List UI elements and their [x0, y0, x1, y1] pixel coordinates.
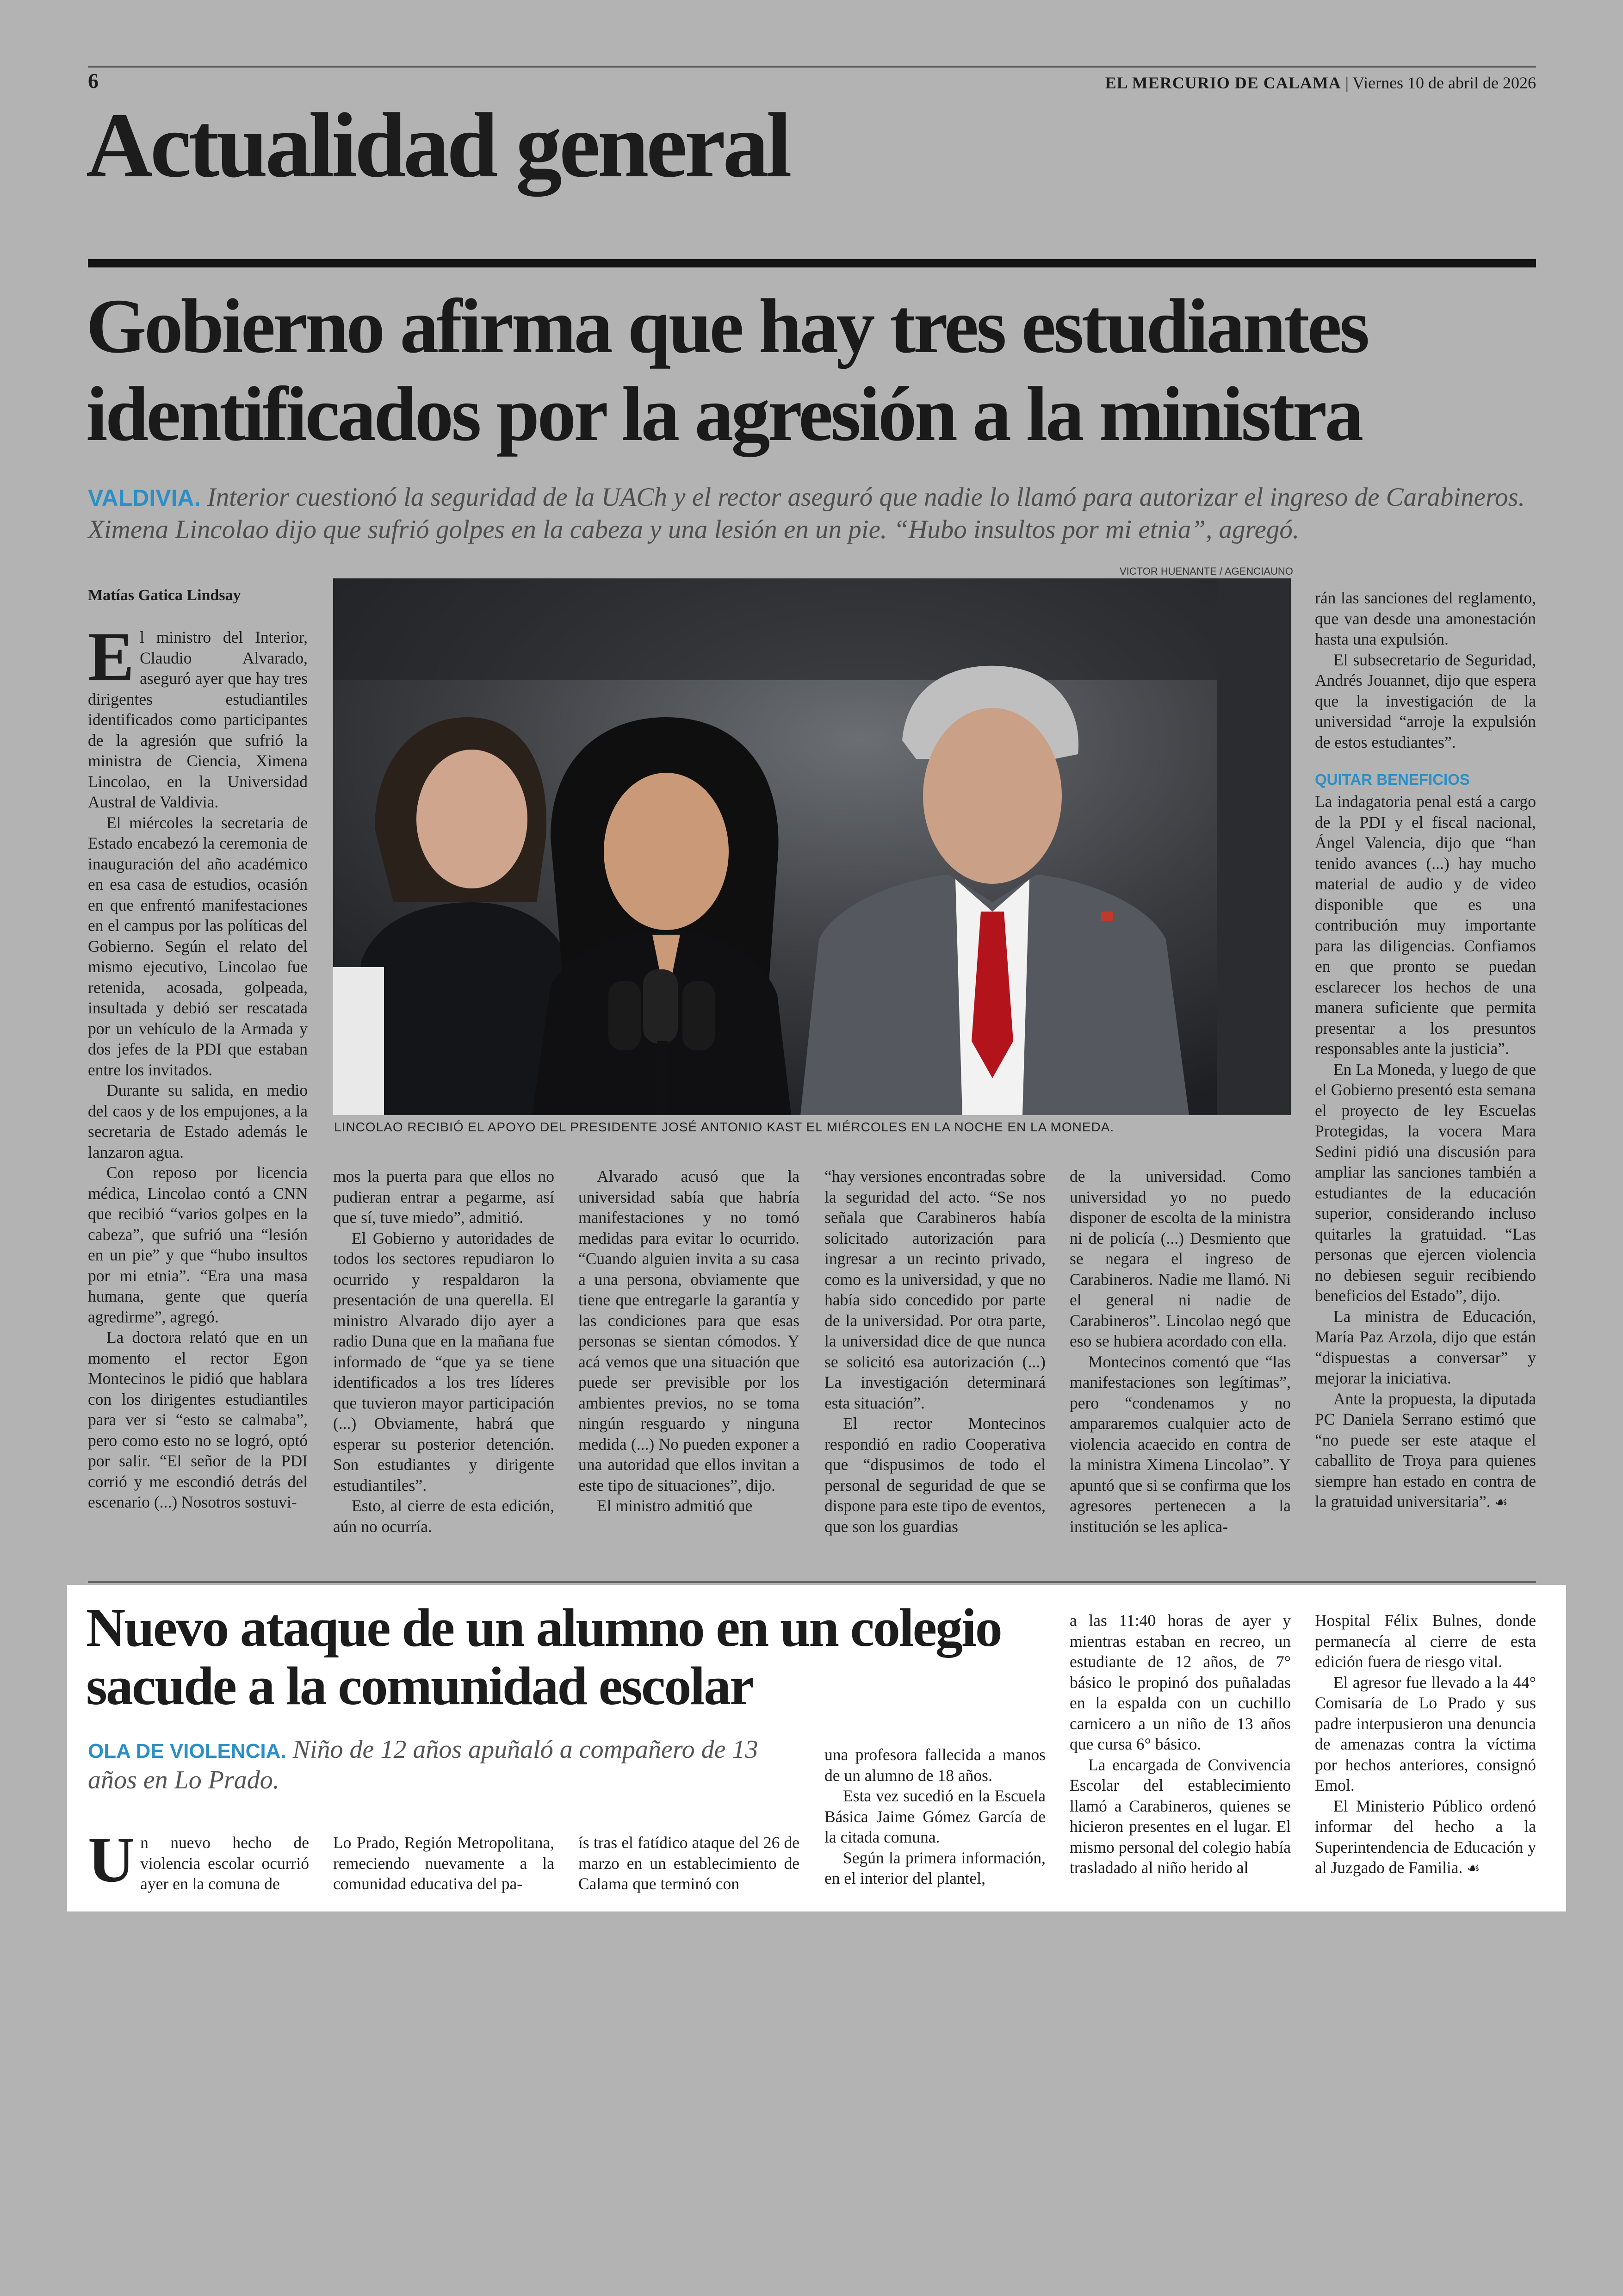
drop-cap: E — [88, 618, 135, 695]
article2-column-1 — [88, 1824, 309, 1896]
subheading: QUITAR BENEFICIOS — [1315, 771, 1470, 788]
paragraph: La indagatoria penal está a cargo de la PDI y el fiscal nacional, Ángel Valencia, dijo que “han tenido avances (...) hay mucho material de audio y de video disponible que es una contribución muy importante para las diligencias. Confiamos en que pronto se puedan esclarecer los hechos de una manera suficiente que permita presentar a los presuntos responsables ante la justicia”. — [1315, 792, 1536, 1058]
article2-column-6 — [1315, 1610, 1536, 1879]
paragraph: una profesora fallecida a manos de un alumno de 18 años. — [824, 1745, 1046, 1785]
publication-name: EL MERCURIO DE CALAMA — [1105, 74, 1341, 92]
paragraph: Esta vez sucedió en la Escuela Básica Jaime Gómez García de la citada comuna. — [824, 1787, 1046, 1846]
section-rule — [88, 259, 1536, 267]
deck-text: Niño de 12 años apuñaló a compañero de 13 años en Lo Prado. — [88, 1735, 758, 1794]
drop-cap: U — [88, 1824, 135, 1896]
paragraph: de la universidad. Como universidad yo no puedo disponer de escolta de la ministra ni de policía (...) Desmiento que se negara el ingreso de Carabineros. Nadie me llamó. Ni el general ni nadie de Carabineros”. Lincolao negó que eso se hubiera acordado con ella. — [1070, 1167, 1291, 1350]
paragraph — [88, 618, 308, 813]
paragraph: En La Moneda, y luego de que el Gobierno presentó esta semana el proyecto de ley Escuelas Protegidas, la vocera Mara Sedini pidió una discusión para ampliar las sanciones también a estudiantes de la educación superior, considerando incluso quitarles la gratuidad. “Las personas que ejercen violencia no debiesen seguir recibiendo beneficios del Estado”, dijo. — [1315, 1060, 1536, 1305]
paragraph-text: l ministro del Interior, Claudio Alvarado, aseguró ayer que hay tres dirigentes estudiantiles identificados como participantes de la agresión que sufrió la ministra de Ciencia, Ximena Lincolao, en la Universidad Austral de Valdivia. — [88, 628, 308, 811]
paragraph: El Gobierno y autoridades de todos los sectores repudiaron lo ocurrido y respaldaron la presentación de una querella. El ministro Alvarado dijo ayer a radio Duna que en la mañana fue informado de “que ya se tiene identificados a los tres líderes que tuvieron mayor participación (...) Obviamente, habrá que esperar su posterior detención. Son estudiantes y dirigente estudiantiles”. — [333, 1229, 554, 1495]
paragraph-text: n nuevo hecho de violencia escolar ocurrió ayer en la comuna de — [140, 1833, 309, 1893]
masthead — [1105, 73, 1536, 93]
article1-column-4 — [824, 1166, 1046, 1537]
top-rule — [88, 66, 1536, 68]
photo-illustration — [333, 578, 1291, 1115]
section-title: Actualidad general — [86, 94, 789, 197]
paragraph: Hospital Félix Bulnes, donde permanecía al cierre de esta edición fuera de riesgo vital. — [1315, 1611, 1536, 1671]
paragraph: El agresor fue llevado a la 44° Comisaría de Lo Prado y sus padre interpusieron una denuncia de amenazas contra la víctima por hechos anteriores, consignó Emol. — [1315, 1673, 1536, 1794]
article-deck — [88, 481, 1541, 546]
photo-caption: LINCOLAO RECIBIÓ EL APOYO DEL PRESIDENTE JOSÉ ANTONIO KAST EL MIÉRCOLES EN LA NOCHE EN LA MONEDA. — [334, 1120, 1115, 1134]
deck-kicker: OLA DE VIOLENCIA. — [88, 1740, 286, 1762]
article2-column-2 — [333, 1832, 554, 1894]
paragraph: Según la primera información, en el interior del plantel, — [824, 1848, 1046, 1887]
news-photo — [333, 578, 1291, 1115]
paragraph: rán las sanciones del reglamento, que van desde una amonestación hasta una expulsión. — [1315, 589, 1536, 648]
paragraph: El ministro admitió que — [597, 1496, 753, 1515]
edition-date: Viernes 10 de abril de 2026 — [1352, 74, 1536, 92]
paragraph: Esto, al cierre de esta edición, aún no ocurría. — [333, 1496, 554, 1536]
article2-column-5 — [1070, 1610, 1291, 1878]
paragraph: Montecinos comentó que “las manifestaciones son legítimas”, pero “condenamos y no ampararemos cualquier acto de violencia acaecido en contra de la ministra Ximena Lincolao”. Y apuntó que si se confirma que los agresores pertenecen a la institución se les aplica- — [1070, 1352, 1291, 1536]
deck-text: Interior cuestionó la seguridad de la UACh y el rector aseguró que nadie lo llamó para autorizar el ingreso de Carabineros. Ximena Lincolao dijo que sufrió golpes en la cabeza y una lesión en un pie. “Hubo insultos por mi etnia”, agregó. — [88, 483, 1525, 544]
article1-column-3 — [578, 1166, 799, 1516]
article-headline: Gobierno afirma que hay tres estudiantes identificados por la agresión a la ministra — [86, 283, 1368, 457]
paragraph — [1315, 1389, 1536, 1513]
paragraph: La doctora relató que en un momento el rector Egon Montecinos le pidió que hablara con los dirigentes estudiantiles para ver si “esto se calmaba”, pero como esto no se logró, optó por salir. “El señor de la PDI corrió y me escondió detrás del escenario (...) Nosotros sostuvi- — [88, 1328, 308, 1511]
paragraph: “hay versiones encontradas sobre la seguridad del acto. “Se nos señala que Carabineros había solicitado autorización para ingresar a un recinto privado, como es la universidad, y que no había sido concedido por parte de la universidad. Por otra parte, la universidad dice de que nunca se solicitó esa autorización (...) La investigación determinará esta situación”. — [824, 1167, 1046, 1412]
end-mark-icon: ☙ — [1467, 1860, 1480, 1876]
paragraph: El rector Montecinos respondió en radio Cooperativa que “dispusimos de todo el personal de seguridad de que se dispone para este tipo de eventos, que son los guardias — [824, 1414, 1046, 1536]
paragraph: Alvarado acusó que la universidad sabía que habría manifestaciones y no tomó medidas para evitar lo ocurrido. “Cuando alguien invita a su casa a una persona, obviamente que tiene que entregarle la garantía y las condiciones para que esas personas se sientan cómodos. Y acá vemos que una situación que puede ser previsible por los ambientes previos, no se toma ningún resguardo y ninguna medida (...) No pueden exponer a una autoridad que ellos invitan a este tipo de situaciones”, dijo. — [578, 1167, 799, 1495]
article1-column-6 — [1315, 588, 1536, 1513]
paragraph: El miércoles la secretaria de Estado encabezó la ceremonia de inauguración del año académico en esa casa de estudios, ocasión en que enfrentó manifestaciones en el campus por las políticas del Gobierno. Según el relato del mismo ejecutivo, Lincolao fue retenida, acosada, golpeada, insultada y debió ser rescatada por un vehículo de la Armada y dos jefes de la PDI que estaban entre los invitados. — [88, 813, 308, 1079]
paragraph: Con reposo por licencia médica, Lincolao contó a CNN que recibió “varios golpes en la cabeza”, que sufrió una “lesión en un pie” y que “hubo insultos por mi etnia”. “Era una masa humana, gente que quería agredirme”, agregó. — [88, 1163, 308, 1326]
page-number: 6 — [88, 69, 99, 93]
paragraph-text: Ante la propuesta, la diputada PC Daniela Serrano estimó que “no puede ser este ataque el caballito de Troya para quienes siempre han estado en contra de la gratuidad universitaria”. — [1315, 1389, 1536, 1511]
paragraph: La ministra de Educación, María Paz Arzola, dijo que están “dispuestas a conversar” y mejorar la iniciativa. — [1315, 1307, 1536, 1387]
paragraph: El subsecretario de Seguridad, Andrés Jouannet, dijo que espera que la investigación de la universidad “arroje la expulsión de estos estudiantes”. — [1315, 650, 1536, 751]
masthead-separator: | — [1341, 74, 1353, 92]
article-divider — [88, 1581, 1536, 1583]
paragraph-text: El Ministerio Público ordenó informar del hecho a la Superintendencia de Educación y al Juzgado de Familia. — [1315, 1796, 1536, 1877]
paragraph — [1315, 1796, 1536, 1879]
paragraph: a las 11:40 horas de ayer y mientras estaban en recreo, un estudiante de 12 años, de 7° básico le propinó dos puñaladas en la espalda con un cuchillo carnicero a un niño de 13 años que cursa 6° básico. — [1070, 1611, 1291, 1753]
paragraph: Durante su salida, en medio del caos y de los empujones, a la secretaria de Estado además le lanzaron agua. — [88, 1081, 308, 1161]
paragraph: Lo Prado, Región Metropolitana, remeciendo nuevamente a la comunidad educativa del pa- — [333, 1833, 554, 1893]
paragraph — [88, 1824, 309, 1896]
paragraph: ís tras el fatídico ataque del 26 de marzo en un establecimiento de Calama que terminó con — [578, 1833, 799, 1893]
byline: Matías Gatica Lindsay — [88, 587, 241, 604]
article1-column-2 — [333, 1166, 554, 1537]
paragraph: La encargada de Convivencia Escolar del establecimiento llamó a Carabineros, quienes se hicieron presentes en el lugar. El mismo personal del colegio había trasladado al niño herido al — [1070, 1755, 1291, 1877]
end-mark-icon: ☙ — [1494, 1494, 1508, 1510]
article2-column-4 — [824, 1744, 1046, 1889]
article2-column-3 — [578, 1832, 799, 1894]
photo-credit: VICTOR HUENANTE / AGENCIAUNO — [1120, 565, 1293, 577]
article1-column-1 — [88, 618, 308, 1513]
paragraph: mos la puerta para que ellos no pudieran entrar a pegarme, así que sí, tuve miedo”, admitió. — [333, 1167, 554, 1227]
article1-column-5 — [1070, 1166, 1291, 1537]
article2-headline: Nuevo ataque de un alumno en un colegio sacude a la comunidad escolar — [86, 1597, 1001, 1716]
deck-kicker: VALDIVIA. — [88, 485, 201, 511]
article2-deck — [88, 1734, 800, 1795]
